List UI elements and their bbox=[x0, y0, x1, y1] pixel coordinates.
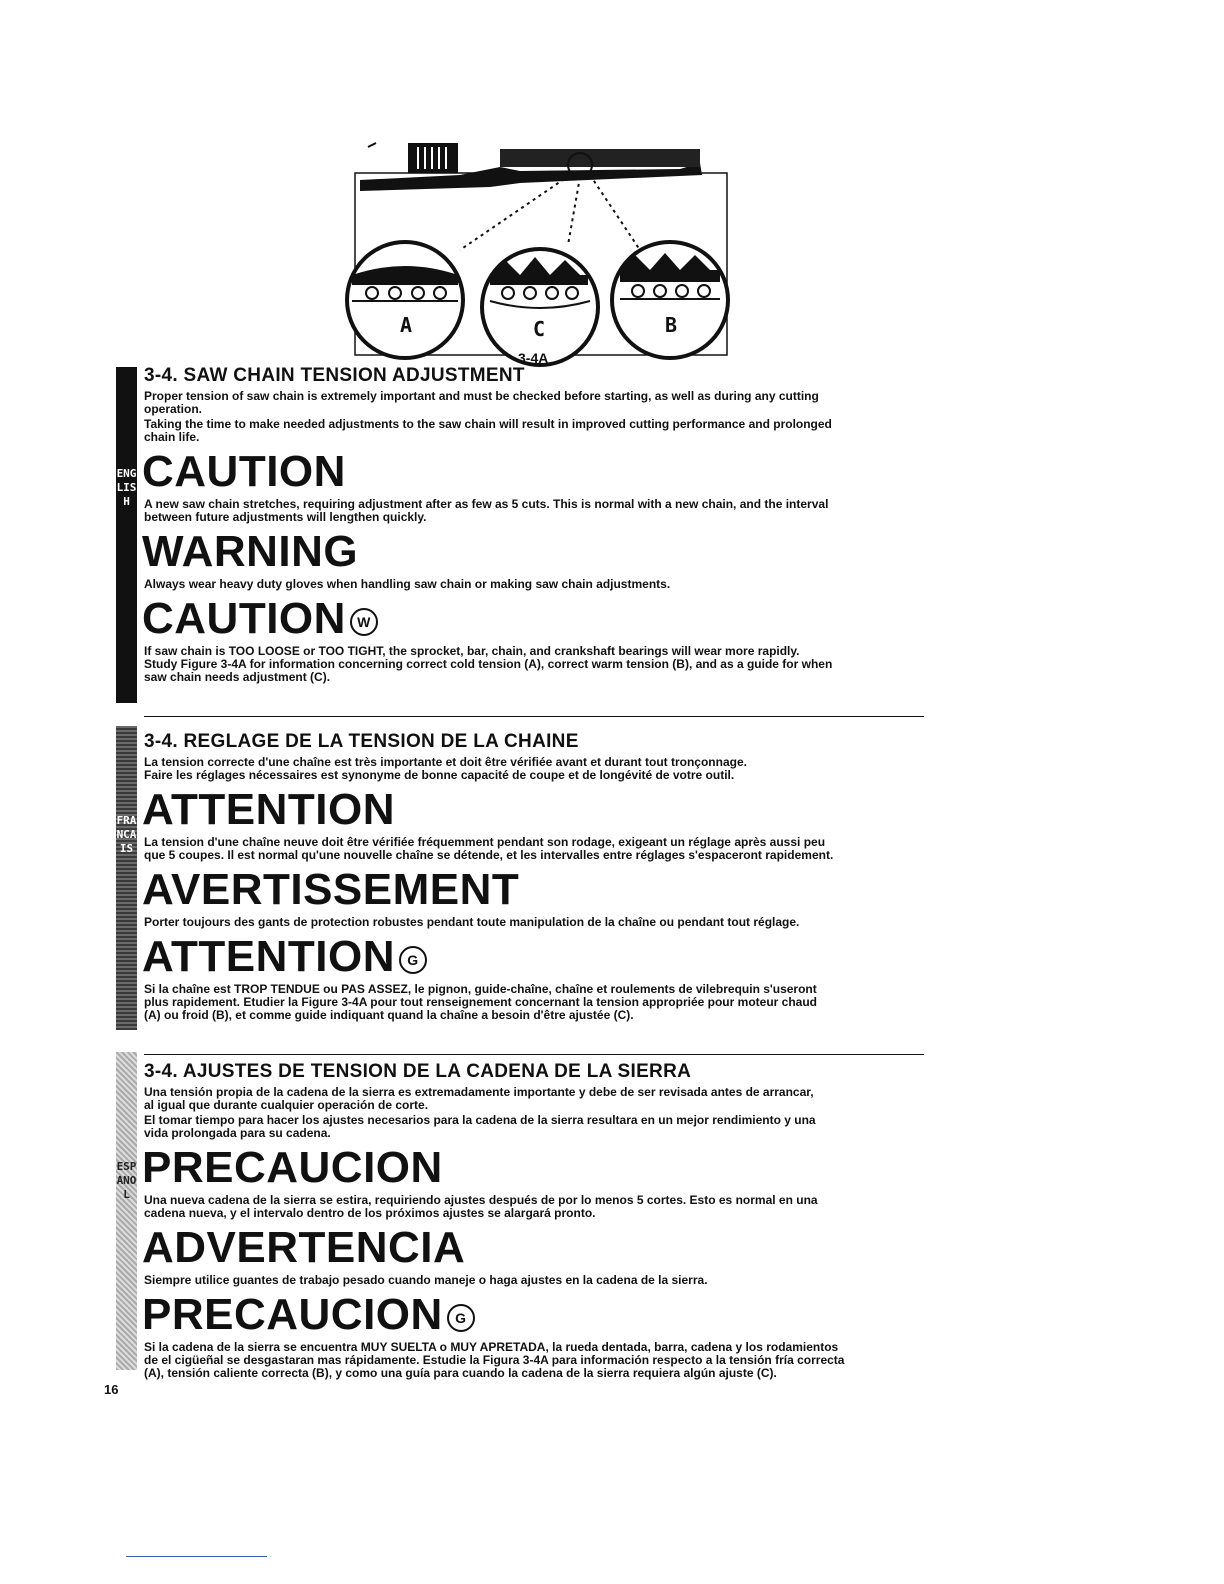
attention-text: Si la chaîne est TROP TENDUE ou PAS ASSEZ, le pignon, guide-chaîne, chaîne et roulements de vilebrequin s'useront plus rapidement. Etudier la Figure 3-4A pour tout renseignement concernant la tension appropriée pour moteur chaud (A) ou froid (B), et comme guide indiquant quand la chaîne a besoin d'être ajustée (C). bbox=[144, 982, 817, 1022]
language-tab-label: ENGLISH bbox=[116, 467, 137, 508]
section-espanol bbox=[144, 1061, 934, 1382]
caution-text: A new saw chain stretches, requiring adjustment after as few as 5 cuts. This is normal with a new chain, and the interval between future adjustments will lengthen quickly. bbox=[144, 497, 829, 524]
intro-paragraph: Taking the time to make needed adjustments to the saw chain will result in improved cutting performance and prolonged chain life. bbox=[144, 417, 832, 444]
language-tab-espanol bbox=[116, 1052, 137, 1370]
figure-label-c: C bbox=[533, 317, 546, 341]
precaucion-title: PRECAUCION bbox=[142, 1143, 443, 1192]
warm-engine-badge: G bbox=[447, 1304, 475, 1332]
figure-label-a: A bbox=[400, 313, 413, 337]
attention-text: La tension d'une chaîne neuve doit être vérifiée fréquemment pendant son rodage, exigeant un réglage après aussi peu que 5 coupes. Il est normal qu'une nouvelle chaîne se détende, et les intervalles entre réglages s'espaceront rapidement. bbox=[144, 835, 834, 862]
section-divider bbox=[144, 716, 924, 717]
figure-caption: 3-4A bbox=[518, 350, 549, 366]
caution-title-text: CAUTION bbox=[142, 594, 346, 643]
attention-title: ATTENTION bbox=[142, 785, 395, 834]
avertissement-text: Porter toujours des gants de protection robustes pendant toute manipulation de la chaîne ou pendant tout réglage. bbox=[144, 915, 800, 929]
section-heading: 3-4. SAW CHAIN TENSION ADJUSTMENT bbox=[144, 365, 525, 386]
footer-line bbox=[126, 1556, 267, 1557]
attention-title-text: ATTENTION bbox=[142, 932, 395, 981]
section-heading: 3-4. REGLAGE DE LA TENSION DE LA CHAINE bbox=[144, 731, 579, 752]
precaucion-title-text: PRECAUCION bbox=[142, 1290, 443, 1339]
warm-engine-badge: G bbox=[399, 946, 427, 974]
section-english bbox=[144, 365, 934, 686]
section-francais bbox=[144, 731, 934, 1024]
section-divider bbox=[144, 1054, 924, 1055]
caution-title bbox=[142, 595, 934, 643]
avertissement-title: AVERTISSEMENT bbox=[142, 865, 520, 914]
attention-title bbox=[142, 933, 934, 981]
chain-tension-figure bbox=[340, 135, 740, 375]
figure-label-b: B bbox=[665, 313, 678, 337]
advertencia-text: Siempre utilice guantes de trabajo pesado cuando maneje o haga ajustes en la cadena de la sierra. bbox=[144, 1273, 708, 1287]
caution-title: CAUTION bbox=[142, 447, 346, 496]
precaucion-text: Una nueva cadena de la sierra se estira, requiriendo ajustes después de por lo menos 5 cortes. Esto es normal en una cadena nueva, y el intervalo dentro de los próximos ajustes se alargará pronto. bbox=[144, 1193, 818, 1220]
advertencia-title: ADVERTENCIA bbox=[142, 1223, 466, 1272]
warning-text: Always wear heavy duty gloves when handling saw chain or making saw chain adjustments. bbox=[144, 577, 671, 591]
page-number: 16 bbox=[104, 1382, 119, 1397]
intro-paragraph: La tension correcte d'une chaîne est très importante et doit être vérifiée avant et durant tout tronçonnage. Faire les réglages nécessaires est synonyme de bonne capacité de coupe et de longévité de votre outil. bbox=[144, 755, 747, 782]
intro-paragraph: Proper tension of saw chain is extremely important and must be checked before starting, as well as during any cutting operation. bbox=[144, 389, 819, 416]
intro-paragraph: Una tensión propia de la cadena de la sierra es extremadamente importante y debe de ser revisada antes de arrancar, al igual que durante cualquier operación de corte. bbox=[144, 1085, 814, 1112]
intro-paragraph: El tomar tiempo para hacer los ajustes necesarios para la cadena de la sierra resultara en un mejor rendimiento y una vida prolongada para su cadena. bbox=[144, 1113, 816, 1140]
warm-engine-badge: W bbox=[350, 608, 378, 636]
language-tab-francais bbox=[116, 726, 137, 1030]
language-tab-english bbox=[116, 367, 137, 703]
precaucion-title bbox=[142, 1291, 934, 1339]
precaucion-text: Si la cadena de la sierra se encuentra MUY SUELTA o MUY APRETADA, la rueda dentada, barra, cadena y los rodamientos de el cigüeñal se desgastaran mas rápidamente. Estudie la Figura 3-4A para información respecto a la tensión fría correcta (A), tensión caliente correcta (B), y como una guía para cuando la cadena de la sierra requiera algún ajuste (C). bbox=[144, 1340, 845, 1380]
language-tab-label: ESPANOL bbox=[116, 1160, 137, 1201]
section-heading: 3-4. AJUSTES DE TENSION DE LA CADENA DE LA SIERRA bbox=[144, 1061, 692, 1082]
caution-text: If saw chain is TOO LOOSE or TOO TIGHT, the sprocket, bar, chain, and crankshaft bearings will wear more rapidly. Study Figure 3-4A for information concerning correct cold tension (A), correct warm tension (B), and as a guide for when saw chain needs adjustment (C). bbox=[144, 644, 833, 684]
warning-title: WARNING bbox=[142, 527, 359, 576]
language-tab-label: FRANCAIS bbox=[116, 814, 137, 855]
